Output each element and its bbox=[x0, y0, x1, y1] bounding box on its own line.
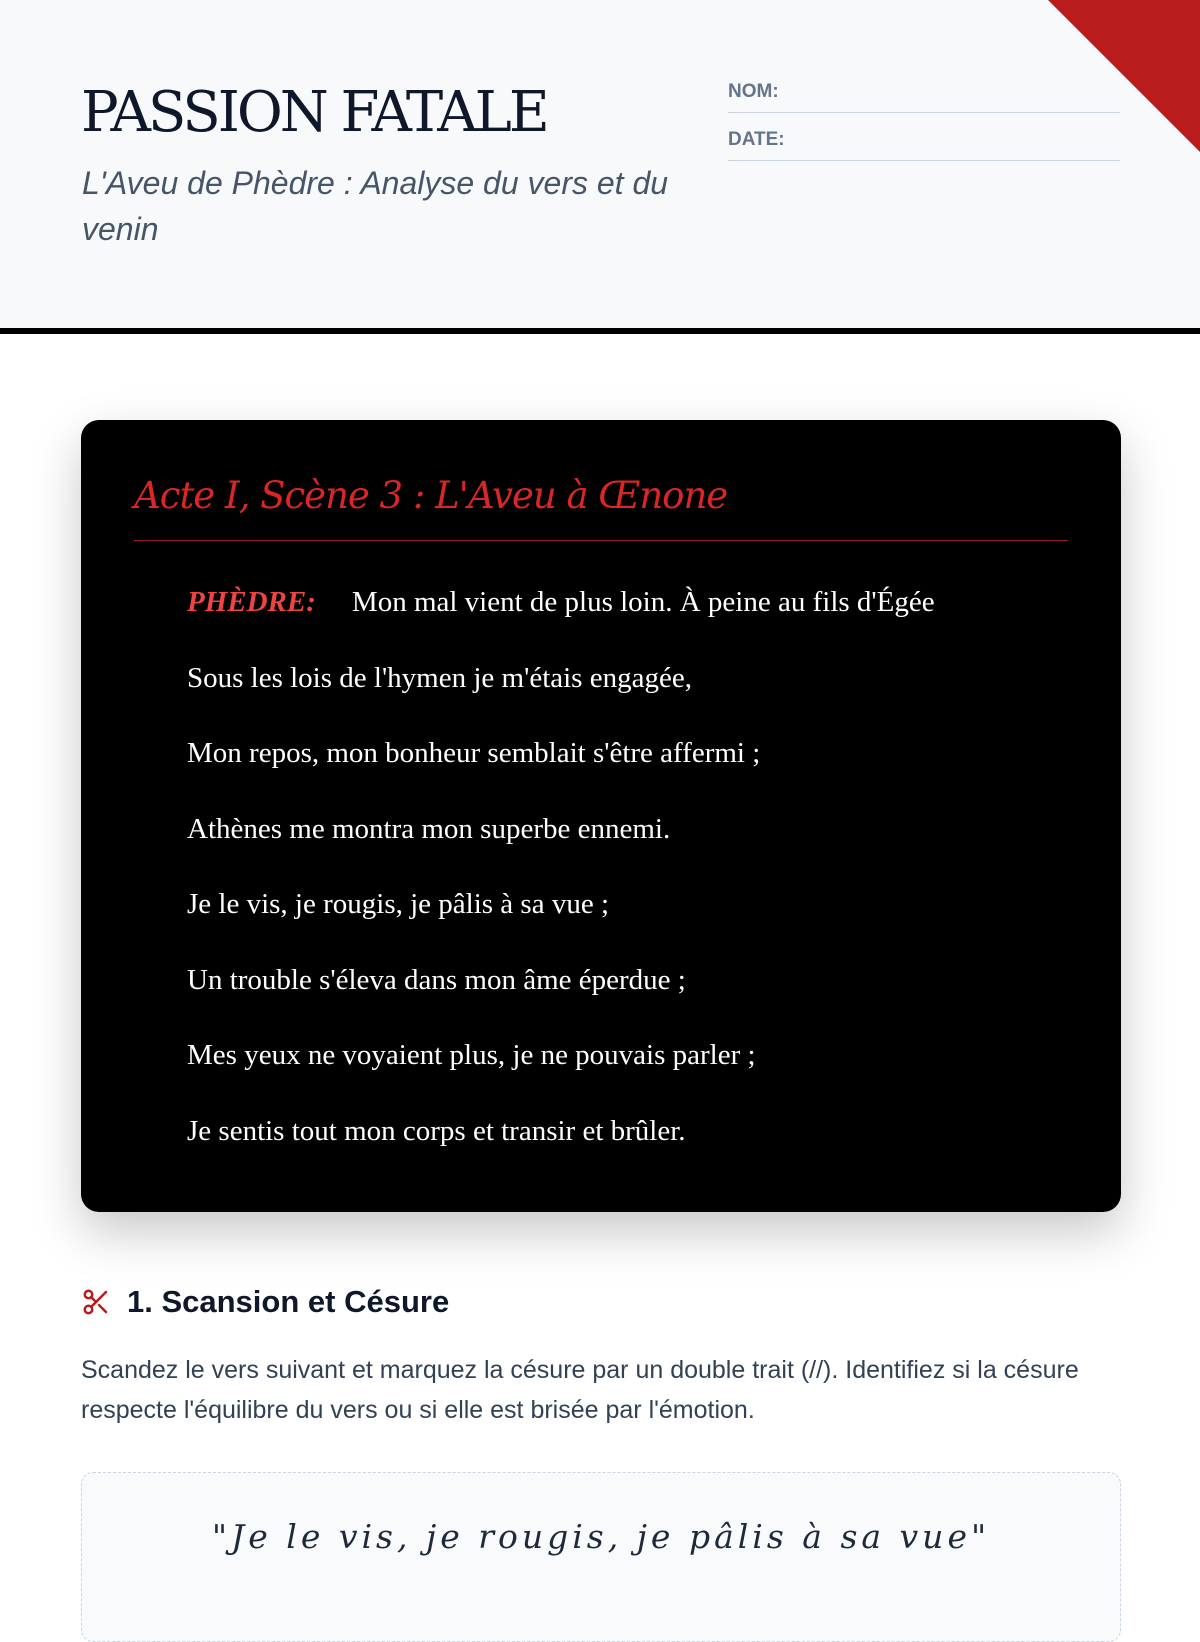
verse-line: Un trouble s'éleva dans mon âme éperdue ; bbox=[187, 963, 686, 996]
verse-line: Je sentis tout mon corps et transir et brûler. bbox=[187, 1114, 686, 1147]
section-1-instructions: Scandez le vers suivant et marquez la césure par un double trait (//). Identifiez si la césure respecte l'équilibre du vers ou si elle est brisée par l'émotion. bbox=[81, 1356, 1079, 1424]
scene-excerpt-card bbox=[81, 420, 1121, 1212]
speaker-name: PHÈDRE: bbox=[187, 586, 316, 618]
verse-line: Sous les lois de l'hymen je m'étais engagée, bbox=[187, 661, 692, 694]
scansion-answer-box[interactable] bbox=[81, 1472, 1121, 1642]
page-subtitle: L'Aveu de Phèdre : Analyse du vers et du venin bbox=[82, 165, 669, 247]
verse-line bbox=[187, 580, 1087, 656]
page-title: PASSION FATALE bbox=[81, 80, 547, 145]
section-1-title: 1. Scansion et Césure bbox=[127, 1284, 450, 1319]
name-label: NOM: bbox=[728, 81, 779, 102]
date-label: DATE: bbox=[728, 129, 785, 150]
section-1-heading bbox=[81, 1282, 449, 1322]
name-field[interactable] bbox=[728, 81, 1120, 113]
verse-line: Mon repos, mon bonheur semblait s'être affermi ; bbox=[187, 737, 761, 769]
date-field[interactable] bbox=[728, 129, 1120, 161]
verse-line: Mes yeux ne voyaient plus, je ne pouvais parler ; bbox=[187, 1039, 756, 1071]
scene-divider bbox=[134, 540, 1068, 541]
scene-title: Acte I, Scène 3 : L'Aveu à Œnone bbox=[134, 474, 728, 517]
worksheet-header bbox=[0, 0, 1200, 334]
verse-line: Athènes me montra mon superbe ennemi. bbox=[187, 812, 671, 845]
scissors-icon bbox=[81, 1287, 111, 1317]
verse-text: Mon mal vient de plus loin. À peine au fils d'Égée bbox=[351, 586, 935, 618]
verse-list bbox=[187, 580, 1087, 1184]
exercise-verse: "Je le vis, je rougis, je pâlis à sa vue" bbox=[211, 1517, 991, 1556]
verse-line: Je le vis, je rougis, je pâlis à sa vue ; bbox=[187, 888, 610, 920]
